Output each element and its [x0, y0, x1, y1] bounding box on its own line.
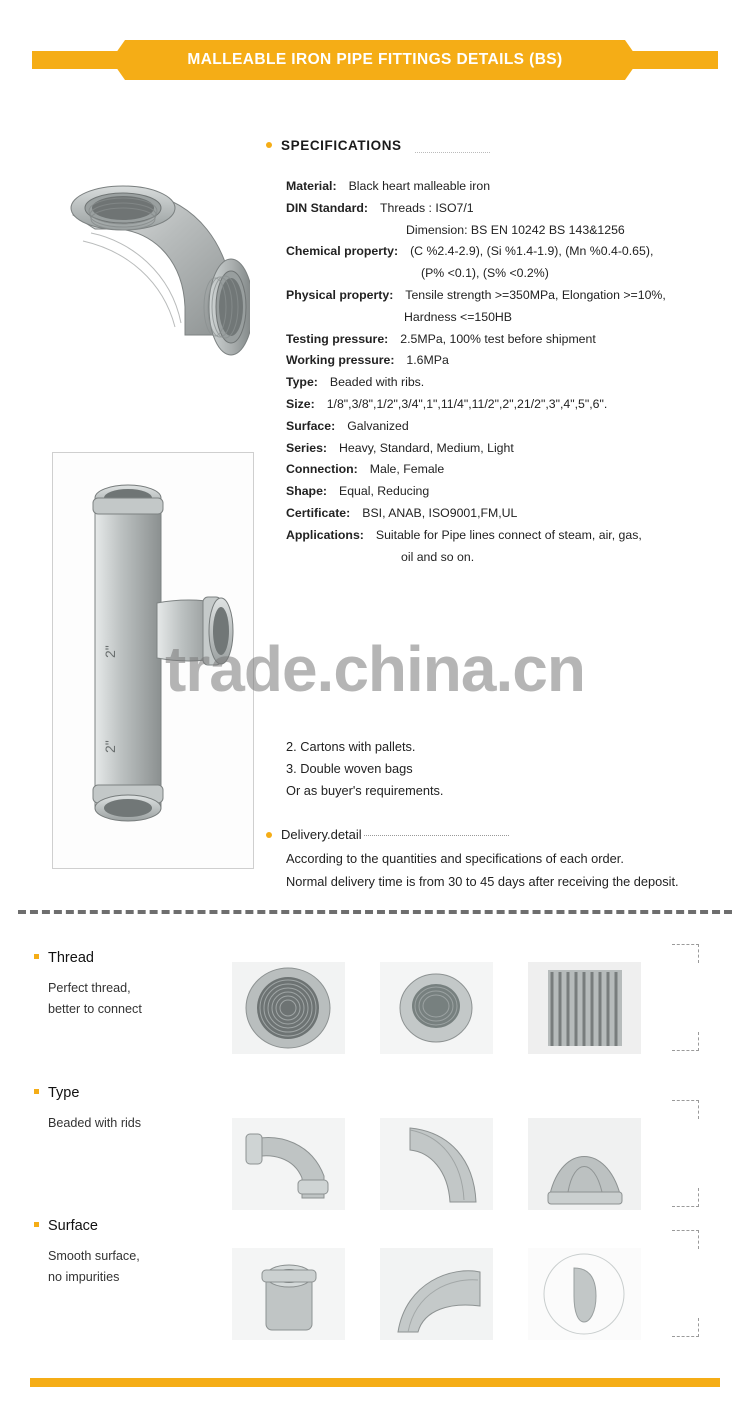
- spec-row: Chemical property: (C %2.4-2.9), (Si %1.4-1.9), (Mn %0.4-0.65),: [286, 244, 654, 259]
- svg-text:2": 2": [102, 645, 118, 658]
- spec-row: DIN Standard: Threads : ISO7/1: [286, 200, 474, 215]
- delivery-heading: Delivery.detail: [266, 827, 509, 842]
- feature-description: Smooth surface, no impurities: [48, 1249, 140, 1284]
- dotted-rule: [364, 835, 509, 836]
- spec-row: Series: Heavy, Standard, Medium, Light: [286, 440, 514, 455]
- thumb-thread-1: [232, 962, 345, 1054]
- product-image-tee: [52, 452, 254, 869]
- feature-title: Thread: [34, 950, 234, 966]
- packing-line: 3. Double woven bags: [286, 761, 413, 776]
- delivery-line: According to the quantities and specifications of each order.: [286, 851, 624, 866]
- thumb-type-3: [528, 1118, 641, 1210]
- bullet-icon: [266, 142, 272, 148]
- corner-marker: [672, 1032, 699, 1051]
- spec-row: Material: Black heart malleable iron: [286, 179, 491, 193]
- spec-row: Testing pressure: 2.5MPa, 100% test before shipment: [286, 331, 596, 346]
- thumb-type-2: [380, 1118, 493, 1210]
- spec-row: Dimension: BS EN 10242 BS 143&1256: [406, 222, 625, 237]
- corner-marker: [672, 1188, 699, 1207]
- delivery-line: Normal delivery time is from 30 to 45 days after receiving the deposit.: [286, 874, 679, 889]
- spec-row: Connection: Male, Female: [286, 462, 445, 477]
- packing-line: Or as buyer's requirements.: [286, 783, 444, 798]
- spec-row: oil and so on.: [401, 549, 475, 564]
- spec-row: Applications: Suitable for Pipe lines connect of steam, air, gas,: [286, 527, 642, 542]
- heading-dotted-rule: [415, 152, 490, 153]
- packing-list: [286, 736, 706, 802]
- spec-row: Type: Beaded with ribs.: [286, 375, 425, 390]
- corner-marker: [672, 1230, 699, 1249]
- feature-type: [34, 1085, 234, 1134]
- spec-row: Size: 1/8",3/8",1/2",3/4",1",11/4",11/2",2",21/2",3",4",5",6".: [286, 396, 608, 411]
- watermark: trade.china.cn: [165, 633, 585, 705]
- spec-row: (P% <0.1), (S% <0.2%): [421, 266, 549, 281]
- delivery-body: [286, 847, 716, 893]
- corner-marker: [672, 1318, 699, 1337]
- square-bullet-icon: [34, 1222, 39, 1227]
- section-divider: [18, 910, 732, 914]
- square-bullet-icon: [34, 1089, 39, 1094]
- feature-description: Beaded with rids: [48, 1116, 142, 1130]
- page-header: [0, 40, 750, 80]
- thumb-type-1: [232, 1118, 345, 1210]
- packing-line: 2. Cartons with pallets.: [286, 739, 416, 754]
- feature-title: Type: [34, 1085, 234, 1101]
- feature-thread: [34, 950, 234, 1020]
- feature-description: Perfect thread, better to connect: [48, 981, 142, 1016]
- footer-stripe: [30, 1378, 720, 1387]
- spec-row: Shape: Equal, Reducing: [286, 484, 430, 499]
- svg-text:2": 2": [102, 740, 118, 753]
- bullet-icon: [266, 832, 272, 838]
- corner-marker: [672, 1100, 699, 1119]
- thumb-surface-2: [380, 1248, 493, 1340]
- thumb-thread-2: [380, 962, 493, 1054]
- thumb-surface-1: [232, 1248, 345, 1340]
- thumb-surface-3: [528, 1248, 641, 1340]
- feature-title: Surface: [34, 1218, 234, 1234]
- spec-row: Physical property: Tensile strength >=350MPa, Elongation >=10%,: [286, 287, 666, 302]
- specifications-list: [286, 176, 706, 568]
- spec-row: Certificate: BSI, ANAB, ISO9001,FM,UL: [286, 505, 518, 520]
- product-image-elbow: [35, 175, 250, 365]
- spec-row: Working pressure: 1.6MPa: [286, 353, 449, 368]
- specifications-heading: SPECIFICATIONS: [266, 138, 402, 153]
- spec-row: Hardness <=150HB: [404, 309, 513, 324]
- page-title: MALLEABLE IRON PIPE FITTINGS DETAILS (BS): [187, 51, 563, 68]
- corner-marker: [672, 944, 699, 963]
- square-bullet-icon: [34, 954, 39, 959]
- spec-row: Surface: Galvanized: [286, 418, 409, 433]
- feature-surface: [34, 1218, 234, 1288]
- thumb-thread-3: [528, 962, 641, 1054]
